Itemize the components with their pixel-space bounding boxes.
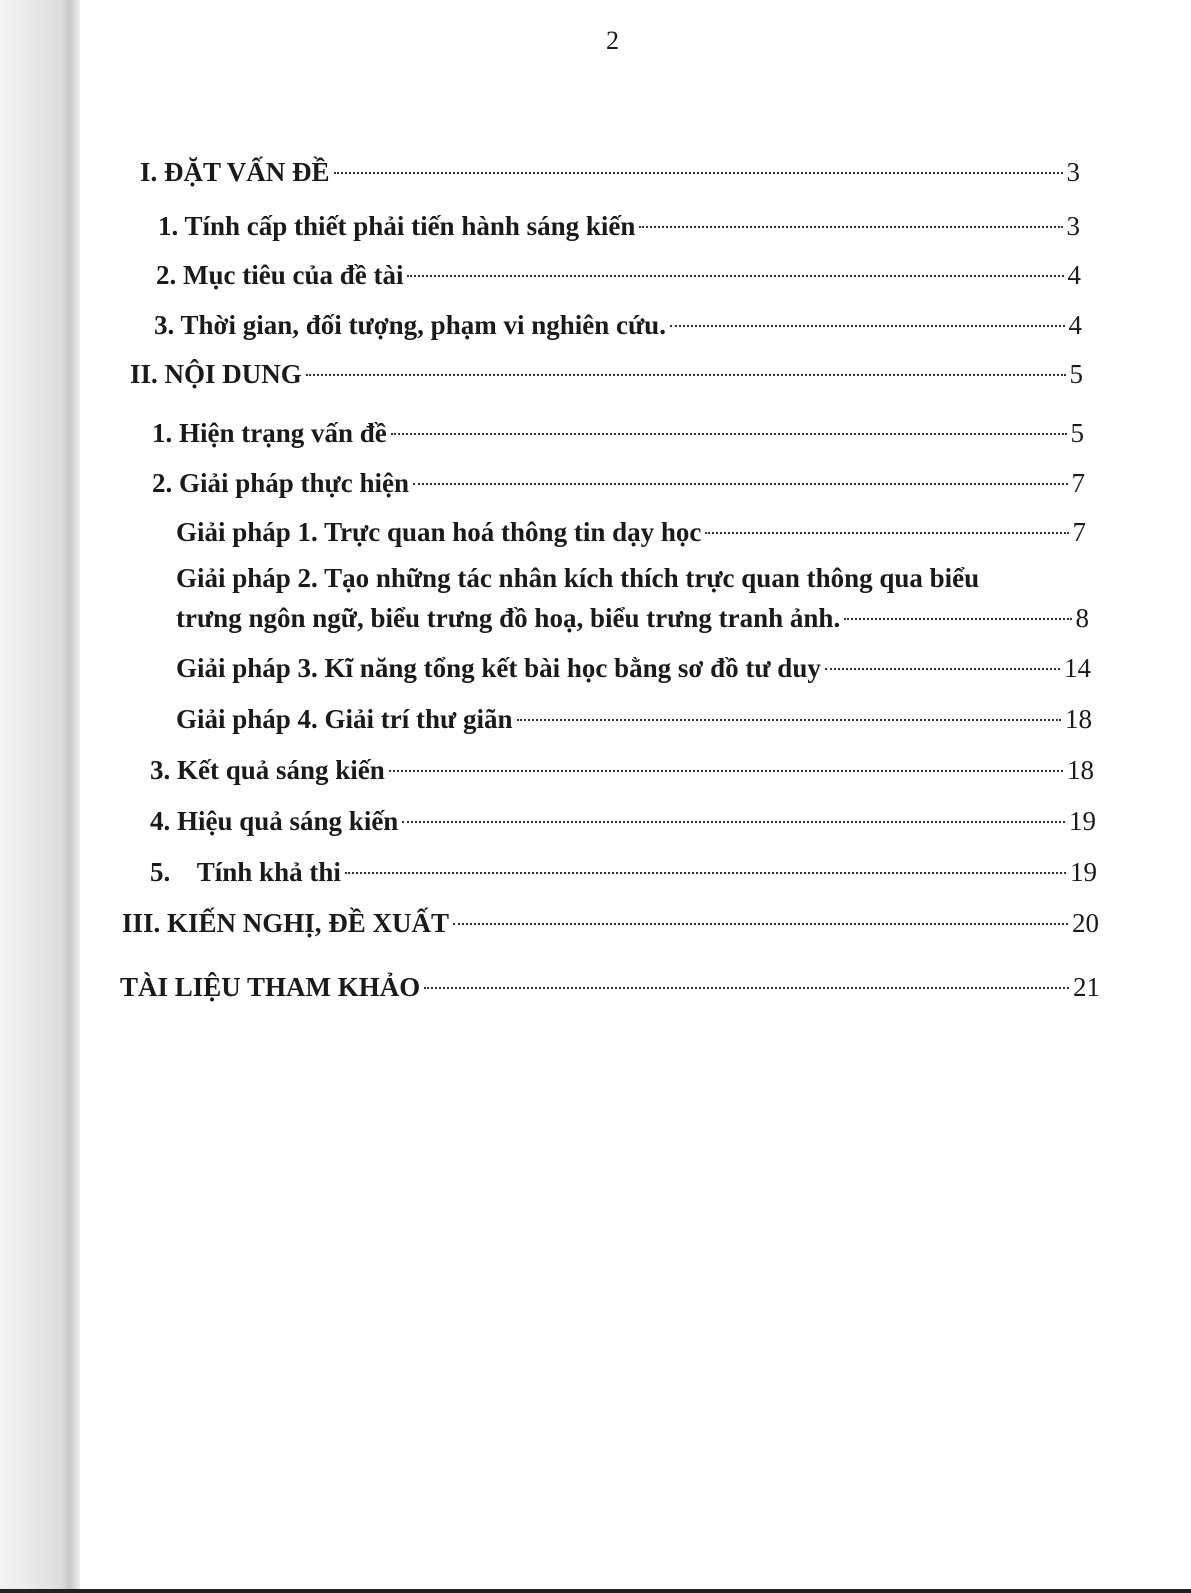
toc-entry-muc-tieu[interactable] (156, 255, 1081, 295)
toc-leader-dots (306, 374, 1066, 376)
toc-entry-giai-phap-2-line1[interactable]: Giải pháp 2. Tạo những tác nhân kích thích trực quan thông qua biểu (176, 563, 980, 593)
toc-entry-label: 1. Tính cấp thiết phải tiến hành sáng kiến (158, 211, 636, 241)
toc-entry-label: Giải pháp 3. Kĩ năng tổng kết bài học bằng sơ đồ tư duy (176, 653, 821, 683)
toc-entry-page: 18 (1065, 704, 1092, 734)
toc-entry-label: I. ĐẶT VẤN ĐỀ (140, 157, 330, 187)
toc-entry-label: Giải pháp 1. Trực quan hoá thông tin dạy học (176, 517, 702, 547)
toc-entry-hien-trang[interactable] (152, 413, 1084, 453)
toc-entry-label: 3. Thời gian, đối tượng, phạm vi nghiên cứu. (154, 310, 666, 340)
toc-entry-page: 3 (1066, 211, 1080, 241)
toc-leader-dots (453, 923, 1068, 925)
toc-entry-label: 4. Hiệu quả sáng kiến (150, 806, 399, 836)
toc-entry-giai-phap-4[interactable] (176, 699, 1092, 739)
toc-entry-page: 21 (1073, 972, 1100, 1002)
toc-entry-giai-phap-2[interactable] (176, 598, 1089, 638)
toc-entry-page: 8 (1075, 603, 1089, 633)
toc-entry-page: 14 (1064, 653, 1091, 683)
toc-entry-label: Giải pháp 4. Giải trí thư giãn (176, 704, 513, 734)
toc-entry-label: trưng ngôn ngữ, biểu trưng đồ hoạ, biểu trưng tranh ảnh. (176, 603, 841, 633)
toc-leader-dots (407, 275, 1063, 277)
page-number: 2 (606, 26, 619, 55)
toc-entry-page: 4 (1067, 260, 1081, 290)
toc-entry-label: III. KIẾN NGHỊ, ĐỀ XUẤT (122, 908, 450, 938)
toc-leader-dots (334, 172, 1063, 174)
toc-leader-dots (825, 668, 1060, 670)
toc-entry-tinh-cap-thiet[interactable] (158, 206, 1080, 246)
toc-leader-dots (345, 872, 1066, 874)
toc-entry-label: 2. Mục tiêu của đề tài (156, 260, 404, 290)
toc-entry-page: 7 (1072, 517, 1086, 547)
toc-entry-page: 5 (1069, 359, 1083, 389)
toc-entry-label: TÀI LIỆU THAM KHẢO (120, 972, 421, 1002)
toc-entry-label: 5. Tính khả thi (150, 857, 341, 887)
toc-entry-ket-qua[interactable] (150, 750, 1094, 790)
toc-leader-dots (844, 618, 1071, 620)
toc-entry-hieu-qua[interactable] (150, 801, 1096, 841)
toc-leader-dots (389, 770, 1063, 772)
toc-entry-page: 7 (1071, 468, 1085, 498)
toc-entry-page: 3 (1066, 157, 1080, 187)
toc-leader-dots (517, 719, 1061, 721)
toc-entry-giai-phap-3[interactable] (176, 648, 1091, 688)
toc-entry-page: 4 (1068, 310, 1082, 340)
toc-entry-tinh-kha-thi[interactable] (150, 852, 1097, 892)
toc-entry-page: 19 (1069, 806, 1096, 836)
toc-leader-dots (413, 483, 1067, 485)
toc-leader-dots (391, 433, 1067, 435)
toc-leader-dots (402, 821, 1065, 823)
toc-entry-label: 1. Hiện trạng vấn đề (152, 418, 387, 448)
toc-entry-label: 2. Giải pháp thực hiện (152, 468, 410, 498)
toc-leader-dots (424, 987, 1069, 989)
toc-leader-dots (705, 532, 1068, 534)
toc-entry-thoi-gian[interactable] (154, 305, 1082, 345)
toc-entry-page: 18 (1067, 755, 1094, 785)
toc-entry-page: 20 (1072, 908, 1099, 938)
toc-entry-label: 3. Kết quả sáng kiến (150, 755, 385, 785)
toc-entry-giai-phap-1[interactable] (176, 512, 1086, 552)
toc-entry-dat-van-de[interactable] (140, 152, 1080, 192)
toc-leader-dots (639, 226, 1062, 228)
toc-entry-kien-nghi[interactable] (122, 903, 1099, 943)
toc-entry-page: 5 (1070, 418, 1084, 448)
toc-entry-label: II. NỘI DUNG (130, 359, 302, 389)
toc-leader-dots (670, 325, 1065, 327)
toc-entry-noi-dung[interactable] (130, 354, 1083, 394)
toc-entry-page: 19 (1070, 857, 1097, 887)
toc-entry-giai-phap-thuc-hien[interactable] (152, 463, 1085, 503)
toc-entry-tai-lieu[interactable] (120, 967, 1100, 1007)
